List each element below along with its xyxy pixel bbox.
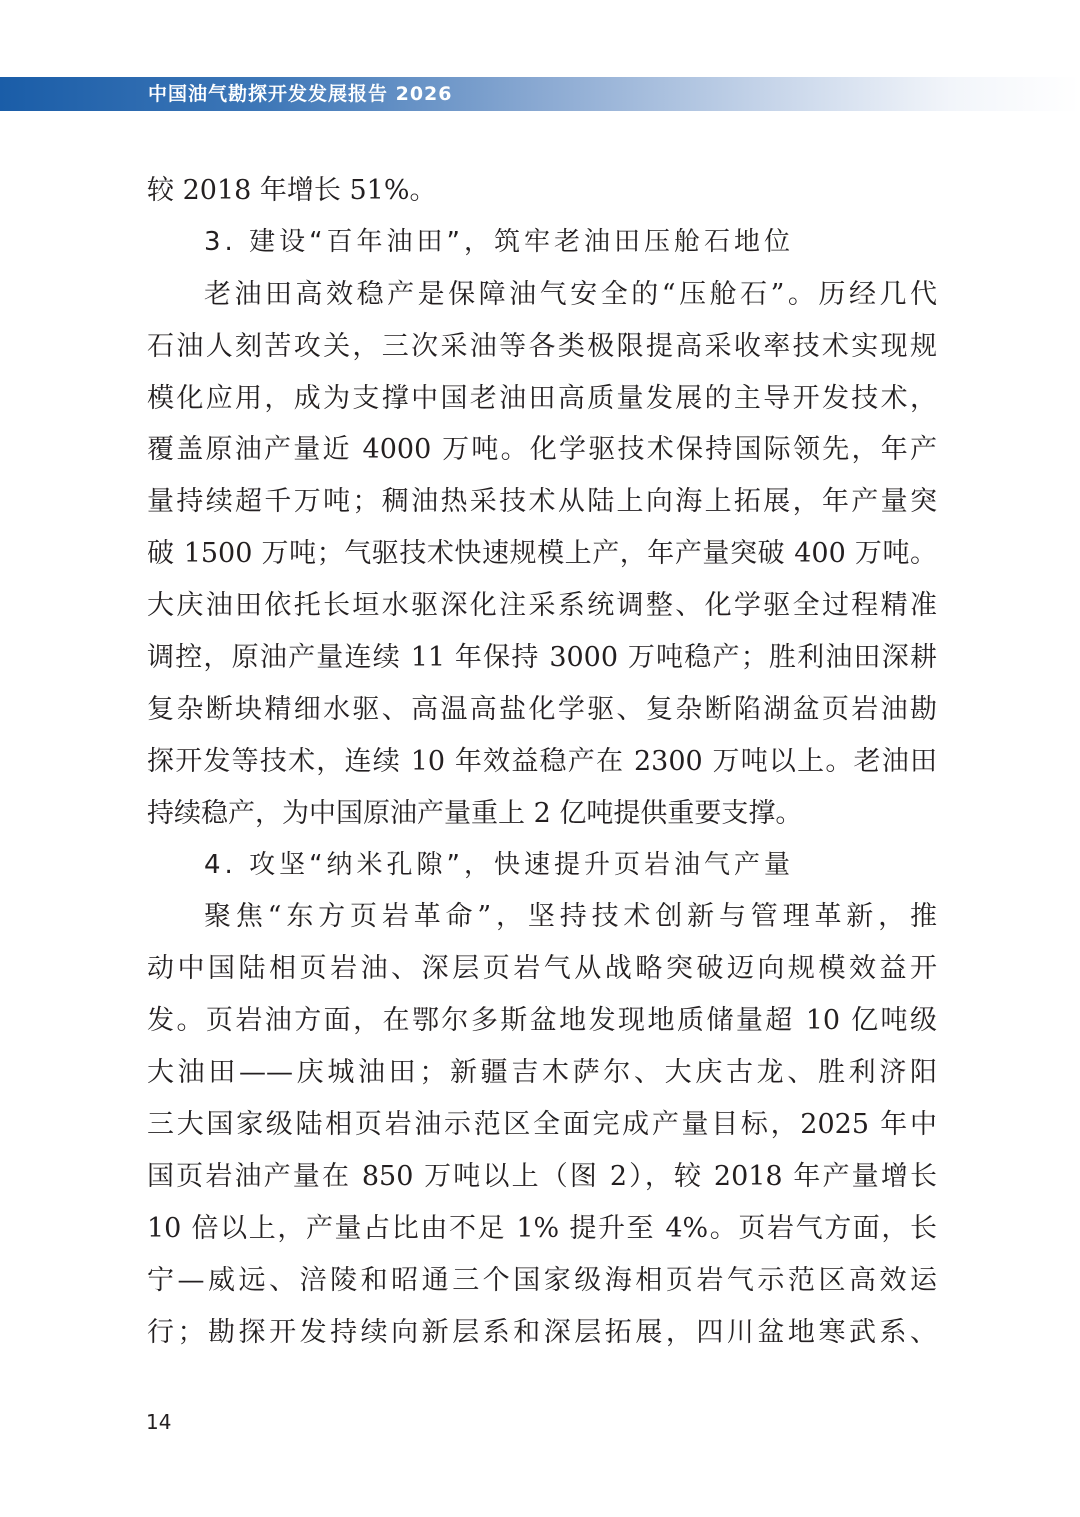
body-line: 发。页岩油方面，在鄂尔多斯盆地发现地质储量超 10 亿吨级 (147, 1005, 937, 1037)
body-line: 量持续超千万吨；稠油热采技术从陆上向海上拓展，年产量突 (147, 486, 937, 518)
body-line: 大油田——庆城油田；新疆吉木萨尔、大庆古龙、胜利济阳 (147, 1057, 937, 1089)
body-line: 破 1500 万吨；气驱技术快速规模上产，年产量突破 400 万吨。 (147, 538, 937, 570)
body-line: 三大国家级陆相页岩油示范区全面完成产量目标，2025 年中 (147, 1109, 937, 1141)
body-line: 动中国陆相页岩油、深层页岩气从战略突破迈向规模效益开 (147, 953, 937, 985)
body-line: 较 2018 年增长 51%。 (147, 175, 437, 206)
body-line: 国页岩油产量在 850 万吨以上（图 2），较 2018 年产量增长 (147, 1160, 937, 1192)
body-line: 老油田高效稳产是保障油气安全的“压舱石”。历经几代 (204, 278, 937, 310)
body-line: 大庆油田依托长垣水驱深化注采系统调整、化学驱全过程精准 (147, 590, 937, 622)
body-line: 探开发等技术，连续 10 年效益稳产在 2300 万吨以上。老油田 (147, 745, 937, 777)
body-line: 行；勘探开发持续向新层系和深层拓展，四川盆地寒武系、 (147, 1316, 937, 1348)
body-line: 石油人刻苦攻关，三次采油等各类极限提高采收率技术实现规 (147, 330, 937, 362)
body-line: 模化应用，成为支撑中国老油田高质量发展的主导开发技术， (147, 382, 937, 414)
section-heading: 4. 攻坚“纳米孔隙”，快速提升页岩油气产量 (204, 849, 795, 880)
body-line: 聚焦“东方页岩革命”，坚持技术创新与管理革新，推 (204, 901, 937, 933)
body-line: 持续稳产，为中国原油产量重上 2 亿吨提供重要支撑。 (147, 797, 803, 829)
running-header-title: 中国油气勘探开发发展报告 2026 (148, 83, 453, 105)
body-line: 调控，原油产量连续 11 年保持 3000 万吨稳产；胜利油田深耕 (147, 642, 937, 674)
page-number: 14 (146, 1410, 172, 1434)
section-heading: 3. 建设“百年油田”，筑牢老油田压舱石地位 (204, 226, 795, 257)
body-text (147, 165, 937, 1358)
body-line: 复杂断块精细水驱、高温高盐化学驱、复杂断陷湖盆页岩油勘 (147, 693, 937, 725)
body-line: 覆盖原油产量近 4000 万吨。化学驱技术保持国际领先，年产 (147, 434, 937, 466)
body-line: 宁—威远、涪陵和昭通三个国家级海相页岩气示范区高效运 (147, 1264, 937, 1296)
body-line: 10 倍以上，产量占比由不足 1% 提升至 4%。页岩气方面，长 (147, 1212, 937, 1244)
